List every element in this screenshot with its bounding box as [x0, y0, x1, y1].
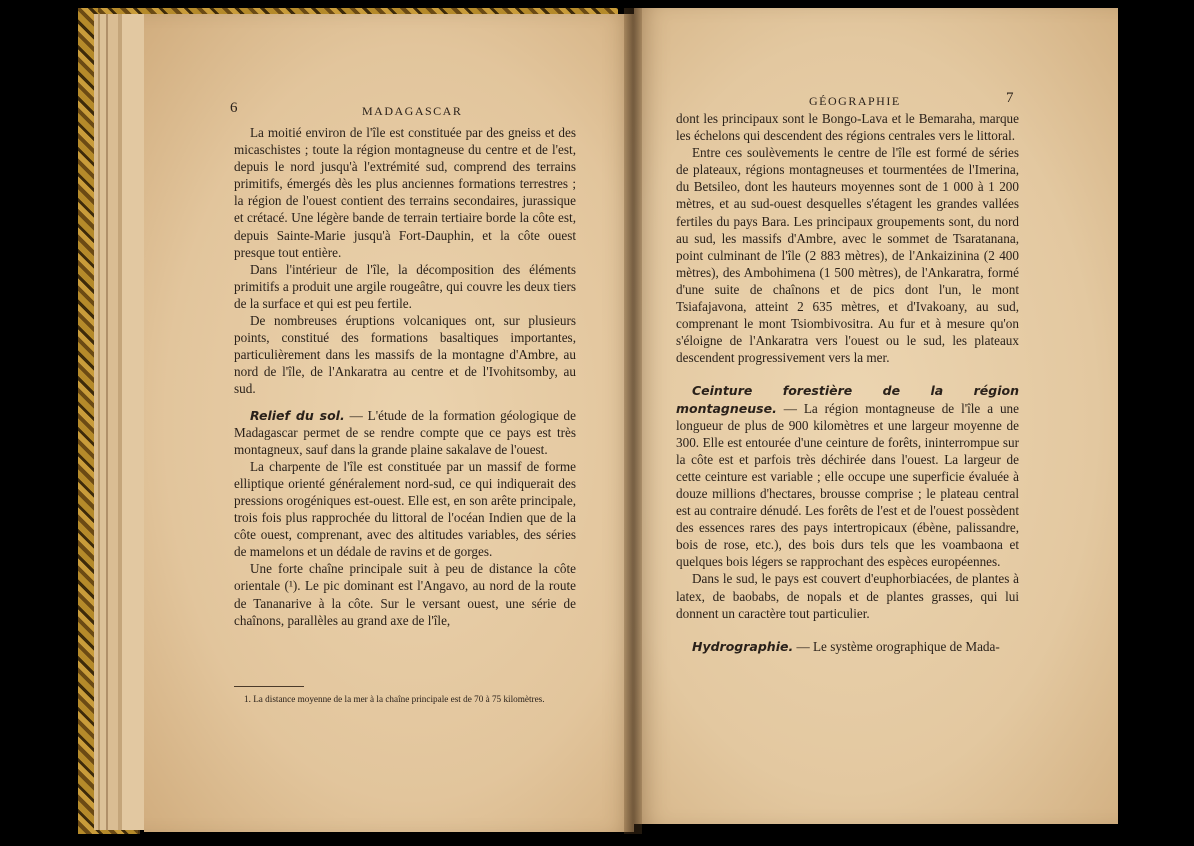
paragraph: De nombreuses éruptions volcaniques ont, sur plusieurs points, constitué des formations basaltiques importantes, particulièrement dans les massifs de la montagne d'Ambre, au nord de l'île, de l'Ankaratra au centre et de l'Ivohitsomby, au sud.: [234, 313, 576, 397]
section-paragraph: [676, 382, 1019, 570]
paragraph: Entre ces soulèvements le centre de l'île est formé de séries de plateaux, régions montagneuses et tourmentées de l'Imerina, du Betsileo, dont les hauteurs moyennes sont de 1 000 à 1 200 mètres, et au sud-ouest desquelles s'étagent les grandes vallées fertiles du pays Bara. Les principaux groupements sont, du nord au sud, les massifs d'Ambre, avec le sommet de Tsaratanana, point culminant de l'île (2 883 mètres), de l'Ankaizinina (2 400 mètres), des Ambohimena (1 500 mètres), de l'Ankaratra, formé d'une suite de chaînons et de pics dont l'un, le mont Tsiafajavona, atteint 2 635 mètres, et d'Ivakoany, au sud, comprenant le mont Tsiombivositra. Au fur et à mesure qu'on s'éloigne de l'Ankaratra vers l'ouest ou le sud, les plateaux descendent progressivement vers la mer.: [676, 145, 1019, 366]
section-paragraph: [234, 407, 576, 458]
right-page: [634, 8, 1118, 824]
book: [78, 8, 1118, 838]
right-body: [676, 110, 1019, 655]
left-page: [144, 14, 634, 832]
section-text: — Le système orographique de Mada-: [793, 638, 1000, 654]
paragraph: dont les principaux sont le Bongo-Lava et le Bemaraha, marque les échelons qui descendent des régions centrales vers le littoral.: [676, 111, 1019, 144]
section-text: — L'étude de la formation géologique de Madagascar permet de se rendre compte que ce pays est très montagneux, sauf dans la grande plaine sakalave de l'ouest.: [234, 407, 576, 457]
paragraph: La charpente de l'île est constituée par un massif de forme elliptique orienté généralement nord-sud, ce qui indiquerait des pressions orogéniques est-ouest. Elle est, en son arête principale, trois fois plus rapprochée du littoral de l'océan Indien que de la côte ouest, comprenant, avec des altitudes variables, des séries de mamelons et un dédale de ravins et de gorges.: [234, 458, 576, 560]
section-title: Hydrographie.: [692, 638, 794, 654]
section-paragraph: [676, 638, 1019, 655]
left-body: [234, 124, 576, 629]
running-header: GÉOGRAPHIE: [809, 94, 901, 108]
paragraph: La moitié environ de l'île est constituée par des gneiss et des micaschistes ; toute la région montagneuse du centre et de l'est, depuis le nord jusqu'à l'extrémité sud, comprend des terrains primitifs, émergés dès les plus anciennes formations terrestres ; la région de l'ouest contient des terrains secondaires, jurassique et crétacé. Une légère bande de terrain tertiaire borde la côte est, depuis Sainte-Marie jusqu'à Fort-Dauphin, et la côte ouest presque tout entière.: [234, 125, 576, 260]
book-gutter: [624, 8, 642, 834]
page-number: 6: [230, 100, 238, 116]
running-header: MADAGASCAR: [362, 104, 463, 118]
footnote-rule: [234, 686, 304, 687]
paragraph: Une forte chaîne principale suit à peu de distance la côte orientale (¹). Le pic dominant est l'Angavo, au nord de la route de Tananarive à la côte. Sur le versant ouest, une série de chaînons, parallèles au grand axe de l'île,: [234, 561, 576, 628]
section-title: Relief du sol.: [250, 407, 345, 423]
page-number: 7: [1006, 90, 1014, 106]
paragraph: Dans le sud, le pays est couvert d'euphorbiacées, de plantes à latex, de baobabs, de nopals et de plantes grasses, qui lui donnent un caractère tout particulier.: [676, 571, 1019, 621]
section-text: — La région montagneuse de l'île a une longueur de plus de 900 kilomètres et une largeur moyenne de 300. Elle est entourée d'une ceinture de forêts, ininterrompue sur la côte est et parfois très déchirée dans l'ouest. La largeur de cette ceinture est variable ; elle occupe une superficie évaluée à douze millions d'hectares, brousse comprise ; le plateau central est au contraire dénudé. Les forêts de l'est et de l'ouest possèdent des essences rares des pays intertropicaux (ébène, palissandre, bois de rose, etc.), des bois durs tels que les voambaona et quelques bois légers se rapprochant des espèces européennes.: [676, 400, 1019, 570]
footnote: 1. La distance moyenne de la mer à la chaîne principale est de 70 à 75 kilomètres.: [244, 694, 545, 704]
paragraph: Dans l'intérieur de l'île, la décomposition des éléments primitifs a produit une argile rougeâtre, qui couvre les deux tiers de la surface et qui est peu fertile.: [234, 261, 576, 311]
section-title: Ceinture forestière de la région montagneuse.: [676, 383, 1019, 416]
